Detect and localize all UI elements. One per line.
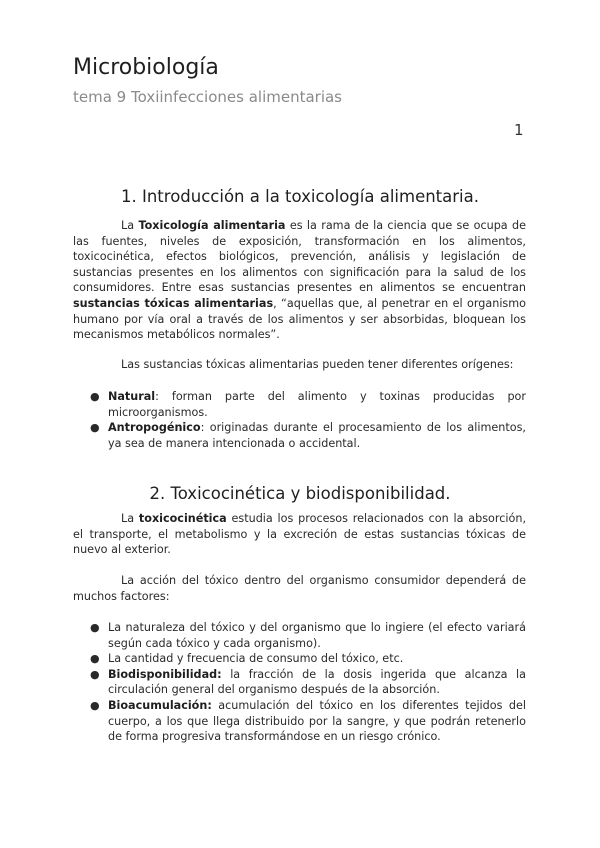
bullet-icon: ● (90, 652, 100, 666)
bullet-icon: ● (90, 698, 100, 712)
list-item-text: : originadas durante el procesamiento de los alimentos, ya sea de manera intencionada o accidental. (108, 421, 526, 450)
text-run: La (121, 512, 139, 525)
list-item (73, 389, 526, 420)
list-item (73, 620, 526, 651)
list-item (73, 698, 526, 745)
list-item-text: : forman parte del alimento y toxinas producidas por microorganismos. (108, 390, 526, 419)
text-run: La (121, 219, 139, 232)
bold-term: Antropogénico (108, 421, 201, 435)
bullet-icon: ● (90, 421, 100, 435)
list-item (73, 651, 526, 667)
text-run: Las sustancias tóxicas alimentarias pueden tener diferentes orígenes: (121, 358, 514, 371)
section-1-paragraph-2 (73, 357, 526, 373)
bullet-icon: ● (90, 390, 100, 403)
bold-term: Natural (108, 390, 156, 403)
section-1-heading: 1. Introducción a la toxicología alimentaria. (121, 187, 479, 206)
bullet-icon: ● (90, 667, 100, 681)
section-1-paragraph-1 (73, 218, 526, 343)
bold-term: toxicocinética (138, 512, 227, 525)
text-run: La acción del tóxico dentro del organismo consumidor dependerá de muchos factores: (73, 574, 526, 603)
bold-term: Toxicología alimentaria (138, 219, 286, 232)
list-item-text: La naturaleza del tóxico y del organismo que lo ingiere (el efecto variará según cada tóxico y cada organismo). (108, 621, 526, 650)
text-run: estudia los procesos relacionados con la absorción, el transporte, el metabolismo y la excreción de estas sustancias tóxicas de nuevo al exterior. (73, 512, 526, 557)
list-item-text: acumulación del tóxico en los diferentes tejidos del cuerpo, a los que llega distribuido por la sangre, y que podrán retenerlo de forma progresiva transformándose en un riesgo crónico. (108, 698, 526, 744)
bullet-icon: ● (90, 621, 100, 634)
section-1-bullet-list (73, 389, 526, 451)
bold-term: Biodisponibilidad: (108, 667, 222, 681)
section-2-paragraph-2 (73, 573, 526, 604)
text-run: , “aquellas que, al penetrar en el organismo humano por vía oral a través de los alimentos y ser absorbidas, bloquean los mecanismos metabólicos normales”. (73, 296, 527, 342)
section-2-bullet-list (73, 620, 526, 745)
section-2-heading: 2. Toxicocinética y biodisponibilidad. (149, 484, 451, 503)
list-item-text: La cantidad y frecuencia de consumo del tóxico, etc. (108, 652, 404, 666)
list-item (73, 667, 526, 698)
bold-term: Bioacumulación: (108, 698, 212, 712)
text-run: es la rama de la ciencia que se ocupa de las fuentes, niveles de exposición, transformación en los alimentos, toxicocinética, efectos biológicos, prevención, análisis y legislación de sustancias presentes en los alimentos con significación para la salud de los consumidores. Entre esas sustancias presentes en alimentos se encuentran (73, 219, 526, 295)
list-item (73, 420, 526, 451)
document-subtitle: tema 9 Toxiinfecciones alimentarias (73, 88, 342, 106)
list-item-text: la fracción de la dosis ingerida que alcanza la circulación general del organismo después de la absorción. (108, 667, 526, 697)
bold-term: sustancias tóxicas alimentarias (73, 296, 274, 310)
section-2-paragraph-1 (73, 511, 526, 558)
page-number: 1 (514, 121, 524, 139)
document-title: Microbiología (73, 55, 219, 80)
